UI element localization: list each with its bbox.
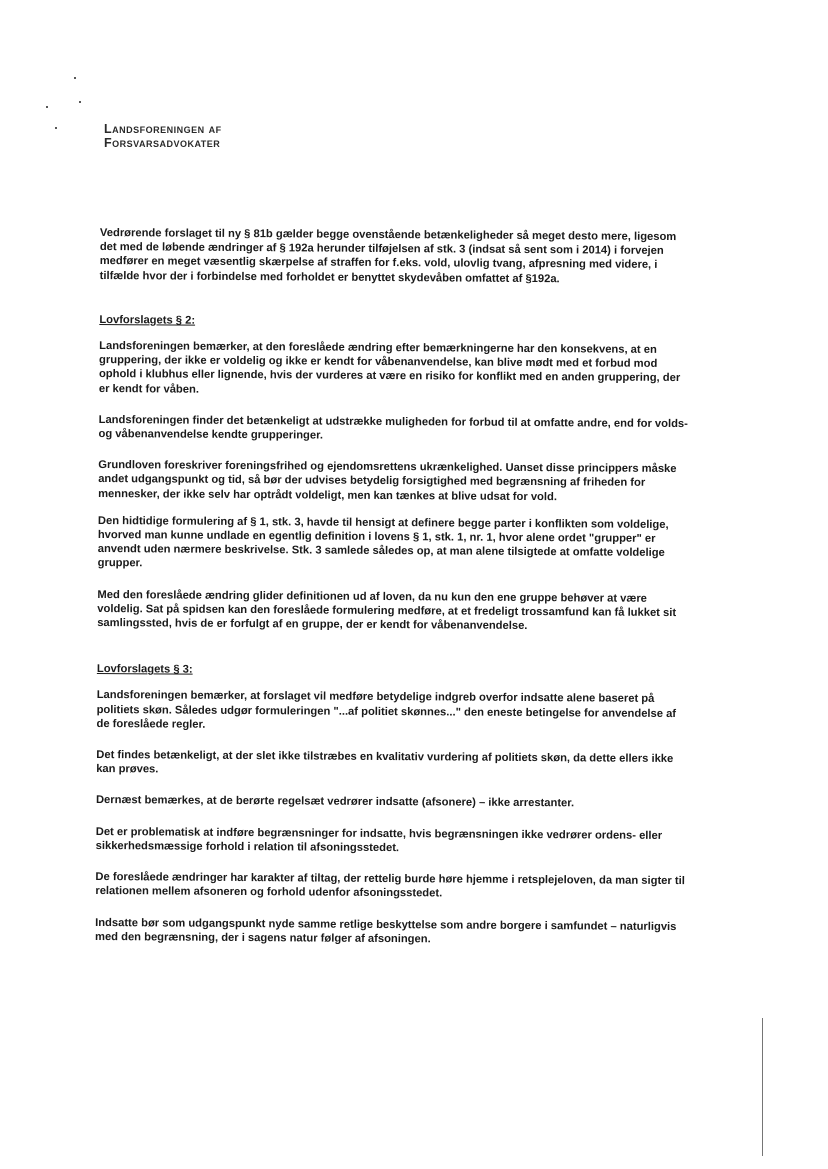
section2-paragraph: Den hidtidige formulering af § 1, stk. 3, havde til hensigt at definere begge parter i konflikten som voldelige, hvorved man kunne undlade en egentlig definition i lovens § 1, stk. 1, nr. 1, hvor alene ordet "grupper" er anvendt uden nærmere beskrivelse. Stk. 3 samlede således op, at man alene tilsigtede at omfatte voldelige grupper. [97, 514, 669, 570]
section3-paragraph: Det er problematisk at indføre begrænsninger for indsatte, hvis begrænsningen ikke vedrører ordens- eller sikkerhedsmæssige forhold i relation til afsoningsstedet. [95, 825, 663, 854]
org-name-line1: Landsforeningen af [104, 122, 222, 136]
org-name-line2: Forsvarsadvokater [104, 136, 221, 150]
scan-speck [46, 106, 48, 108]
section3-paragraph: Indsatte bør som udgangspunkt nyde samme retlige beskyttelse som andre borgere i samfundet – naturligvis med den begrænsning, der i sagens natur følger af afsoningen. [94, 916, 677, 946]
scan-margin-line [762, 1018, 763, 1156]
section2-paragraph: Landsforeningen bemærker, at den foreslåede ændring efter bemærkningerne har den konsekvens, at en gruppering, der ikke er voldelig og ikke er kendt for våbenanvendelse, kan blive mødt med et forbud mod ophold i klubhus eller lignende, hvis der vurderes at være en risiko for konflikt med en anden gruppering, der er kendt for våben. [98, 340, 681, 396]
section-heading-3: Lovforslagets § 3: [96, 663, 193, 676]
scan-speck [55, 127, 57, 129]
section3-paragraph: Landsforeningen bemærker, at forslaget vil medføre betydelige indgreb overfor indsatte alene baseret på politiets skøn. Således udgør formuleringen "...af politiet skønnes..." den eneste betingelse for anvendelse af de foreslåede regler. [96, 689, 677, 731]
intro-paragraph: Vedrørende forslaget til ny § 81b gælder begge ovenstående betænkeligheder så meget desto mere, ligesom det med de løbende ændringer af § 192a herunder tilføjelsen af stk. 3 (indsat så sent som i 2014) i forvejen medfører en meget væsentlig skærpelse af straffen for f.eks. vold, ulovlig tvang, afpresning med videre, i tilfælde hvor der i forbindelse med forholdet er benyttet skydevåben omfattet af §192a. [99, 226, 677, 285]
section2-paragraph: Med den foreslåede ændring glider definitionen ud af loven, da nu kun den ene gruppe behøver at være voldelig. Sat på spidsen kan den foreslåede formulering medføre, at et fredeligt trossamfund kan få lukket sit samlingssted, hvis de er forfulgt af en gruppe, der er kendt for våbenanvendelse. [97, 588, 677, 633]
section3-paragraph: Det findes betænkeligt, at der slet ikke tilstræbes en kvalitativ vurdering af politiets skøn, da dette ellers ikke kan prøves. [96, 749, 674, 776]
section3-paragraph: De foreslåede ændringer har karakter af tiltag, der rettelig burde høre hjemme i retsplejeloven, da man sigter til relationen mellem afsoneren og forhold udenfor afsoningsstedet. [95, 871, 685, 900]
scan-speck [79, 101, 81, 103]
section-heading-2: Lovforslagets § 2: [99, 313, 196, 327]
section2-paragraph: Grundloven foreskriver foreningsfrihed og ejendomsrettens ukrænkelighed. Uanset disse princippers måske andet udgangspunkt og tid, så bør der udvises betydelig forsigtighed med begrænsning af friheden for mennesker, der ikke selv har optrådt voldeligt, men kan tænkes at blive udsat for vold. [98, 459, 677, 503]
section2-paragraph: Landsforeningen finder det betænkeligt at udstrække muligheden for forbud til at omfatte andre, end for volds- og våbenanvendelse kendte grupperinger. [98, 413, 688, 442]
scan-speck [74, 77, 76, 79]
section3-paragraph: Dernæst bemærkes, at de berørte regelsæt vedrører indsatte (afsonere) – ikke arrestanter. [95, 794, 575, 810]
document-body [95, 226, 694, 948]
organization-letterhead [104, 122, 222, 150]
